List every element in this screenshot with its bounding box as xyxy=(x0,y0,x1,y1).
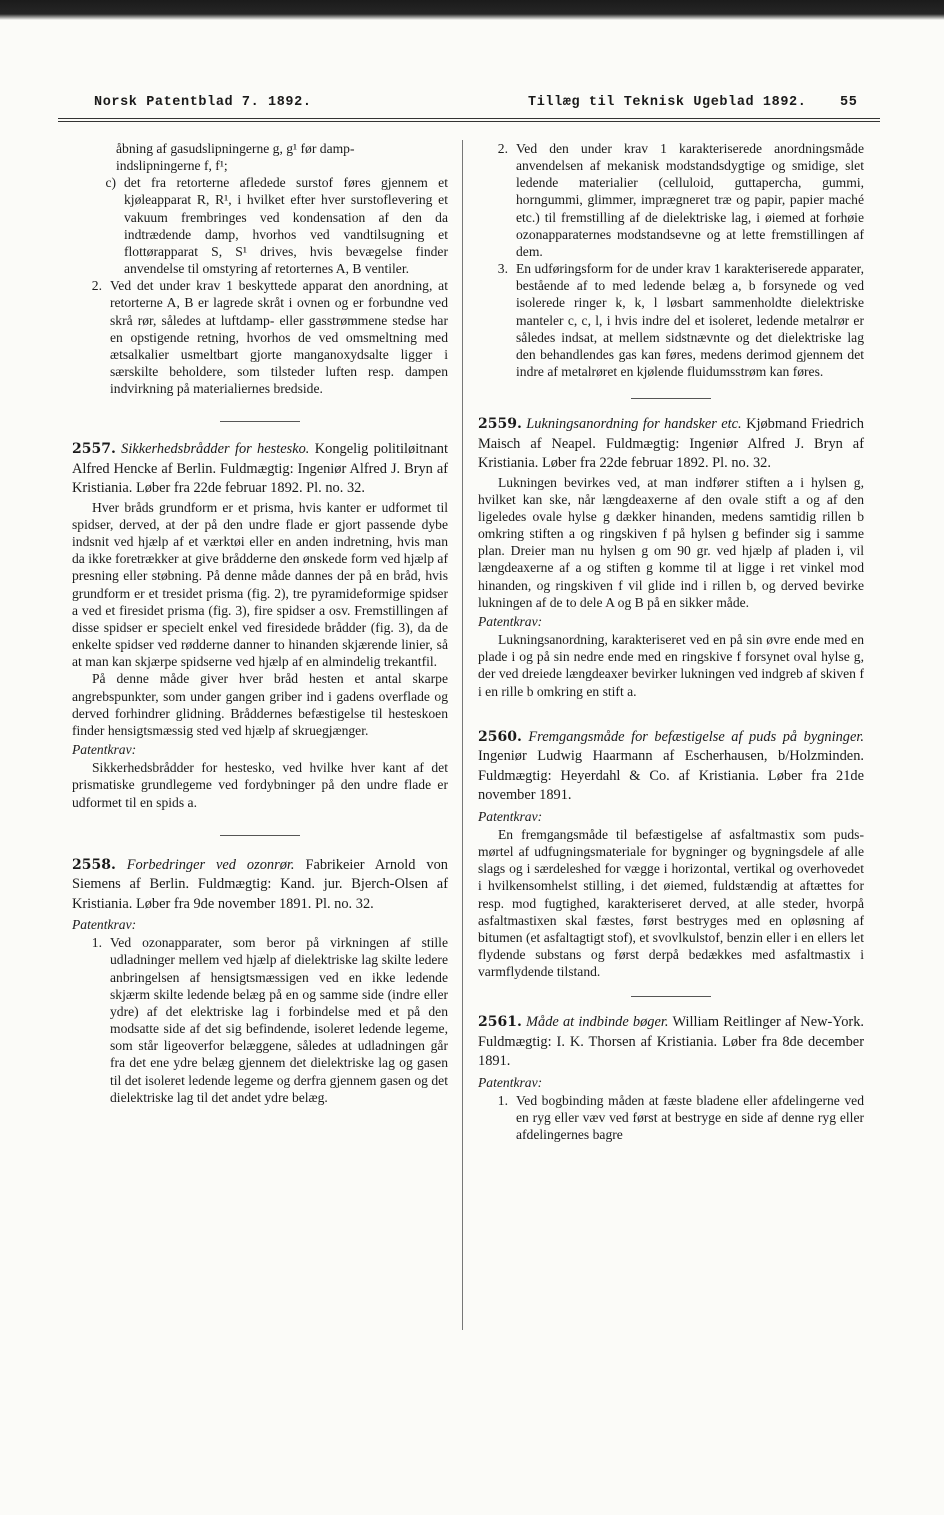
entry-heading xyxy=(72,856,448,915)
claim-text: Ved den under krav 1 karakteriserede anordningsmåde anvendelsen af mekanisk modstandsdygtige og smidige, slet ledende materialier (celluloid, guttapercha, gummi, horngummi, glimmer, imprægneret træ og papir, papier maché etc.) til fremstilling af de dielektriske lag, i øiemed at forhøie ozonapparaternes modstandsevne og at lette fremstillingen af dem. xyxy=(516,141,864,259)
patent-entry-2557 xyxy=(72,440,448,810)
claim-text: Ved bogbinding måden at fæste bladene eller afdelingerne ved en ryg eller væv ved først at bestryge en side af denne ryg eller afdelingernes bagre xyxy=(516,1092,864,1143)
patentkrav-label: Patentkrav: xyxy=(478,808,543,824)
entry-description: Lukningen bevirkes ved, at man indfører stiften a i hylsen g, hvilket kan ske, når længdeaxerne af den ovale stift a og af den ligeledes ovale hylse g dækker hinanden, medens samtidig rillen b omkring stiften a og ringskiven f på hylsen g befinder sig i samme plan. Dreier man nu hylsen g om 90 gr. ved hjælp af pladen i, vil længdeaxerne af a og stiften g komme til at ligge i ret vinkel mod hinanden, og ringskiven f vil glide ind i rillen b, og derved bevirke lukningen af de to dele A og B på en sikker måde. xyxy=(478,474,864,610)
entry-number: 2560. xyxy=(478,728,522,745)
entry-separator xyxy=(631,398,711,399)
entry-number: 2558. xyxy=(72,856,116,873)
patent-claim: En fremgangsmåde til befæstigelse af asfaltmastix som puds-mørtel af udfugningsmateriale for bygninger og bygningsdele af alle slags og i særdeleshed for vægge i horizontal, vertikal og overhovedet i hvilkensomhelst stilling, i det øiemed, fuldstændig at aftættes for resp. mod fugtighed, karakteriseret derved, at alle steder, hvorpå asfaltmastixen skal fæstes, først bestryges med en opløsning af bitumen (et asfaltagtigt stof), et svovlkulstof, benzin eller i en ellers let flydende substans og først derpå bedækkes med asfaltmastix i varmflydende tilstand. xyxy=(478,826,864,980)
entry-title: Forbedringer ved ozonrør. xyxy=(126,856,295,873)
entry-heading xyxy=(72,440,448,499)
claim-text: Ved ozonapparater, som beror på virkningen af stille udladninger mellem ved hjælp af dielektriske lag skilte ledere anbringelsen af hensigtsmæssigen ved en ikke ledende skjærm skilte ledende belæg på en og samme side (indre eller ydre) af det elektriske lag i forbindelse med et på den modsatte side af det sig befindende, isoleret ledende legeme, som står ligeoverfor belæggene, således at udladningen går fra det ene ydre belæg gjennem det dielektriske lag og gasen til det isoleret ledende legeme og derfra gjennem gasen og det dielektriske lag til det andet ydre belæg. xyxy=(110,935,448,1105)
running-head-left: Norsk Patentblad 7. 1892. xyxy=(94,95,312,110)
patentkrav-label: Patentkrav: xyxy=(72,742,137,758)
patent-claim: Sikkerhedsbrådder for hestesko, ved hvilke hver kant af det prismatiske grundlegeme ved fordybninger på den undre flade er udformet til en spids a. xyxy=(72,760,448,810)
patentkrav-label: Patentkrav: xyxy=(478,613,543,629)
entry-number: 2559. xyxy=(478,416,522,433)
entry-applicant: William Reitlinger af New-York. Fuldmægtig: I. K. Thorsen af Kristiania. Løber fra 8de december 1891. xyxy=(478,1014,865,1070)
entry-title: Fremgangsmåde for befæstigelse af puds på bygninger. xyxy=(528,728,864,745)
claim-label: c) xyxy=(105,175,116,191)
header-rule-top xyxy=(58,118,880,119)
claim-item-c xyxy=(72,174,448,277)
running-head-center: Tillæg til Teknisk Ugeblad 1892. xyxy=(528,95,807,110)
entry-heading xyxy=(478,1013,864,1072)
entry-applicant: Kongelig politiløitnant Alfred Hencke af Berlin. Fuldmægtig: Ingeniør Alfred J. Bryn af Kristiania. Løber fra 22de februar 1892. Pl. no. 32. xyxy=(72,441,448,497)
continuation-line: indslipningerne f, f¹; xyxy=(116,158,228,174)
patent-entry-2561 xyxy=(478,1013,864,1143)
patentkrav-label: Patentkrav: xyxy=(478,1074,543,1090)
claim-item-2 xyxy=(478,140,864,260)
entry-title: Sikkerhedsbrådder for hestesko. xyxy=(121,441,310,458)
claim-text: det fra retorterne afledede surstof føres gjennem et kjøleapparat R, R¹, i hvilket efter hver surstoflevering et vakuum frembringes ved kondensation af den da indtrædende damp, hvorhos ved vandtilsugning et flottørapparat S, S¹ drives, hvis bevægelse finder anvendelse til omstyring af retorternes A, B ventiler. xyxy=(124,175,448,277)
entry-applicant: Ingeniør Ludwig Haarmann af Escherhausen, b/Holzminden. Fuldmægtig: Heyerdahl & Co. af Kristiania. Løber fra 21de november 1891. xyxy=(478,748,864,804)
claim-label: 1. xyxy=(497,1092,508,1108)
claim-label: 2. xyxy=(497,141,508,156)
page-number: 55 xyxy=(840,95,858,110)
entry-heading xyxy=(478,415,864,474)
patent-entry-2560 xyxy=(478,728,864,981)
left-column xyxy=(72,140,448,1106)
entry-gap xyxy=(478,700,864,728)
entry-description: På denne måde giver hver bråd hesten et antal skarpe angrebspunkter, som under gangen griber ind i gadens overflade og derved forhindrer glidning. Bråddernes befæstigelse til hesteskoen finder hensigtsmæssig sted ved hjælp af skruegjænger. xyxy=(72,671,448,738)
claim-item-2 xyxy=(72,277,448,397)
claim-label: 3. xyxy=(497,261,508,277)
entry-heading xyxy=(478,728,864,806)
patentkrav-label: Patentkrav: xyxy=(72,917,137,933)
entry-title: Lukningsanordning for handsker etc. xyxy=(526,416,742,433)
claim-item-1 xyxy=(72,934,448,1106)
entry-applicant: Fabrikeier Arnold von Siemens af Berlin. Fuldmægtig: Kand. jur. Bjerch-Olsen af Kristiania. Løber fra 9de november 1891. Pl. no. 32. xyxy=(72,856,448,912)
entry-description: Hver bråds grundform er et prisma, hvis kanter er udformet til spidser, derved, at der på den undre flade er gjort passende dybe indsnit ved hjælp af et værktøi eller en anden indretning, hvis man da ikke foretrækker at give brådderne den ønskede form ved hjælp af presning eller støbning. På denne måde dannes der på en bråd, hvis grundform er et tresidet prisma (fig. 2), tre pyramideformige spidser a ved et firesidet prisma (fig. 3), fire spidser a osv. Fremstillingen af disse spidser er specielt enkel ved firesidede brådder (fig. 3), da de enkelte spidser ved rødderne danner to hinanden skjærende linier, så at man kan skjærpe spidserne ved hjælp af en almindelig trekantfil. xyxy=(72,499,448,670)
patent-claim: Lukningsanordning, karakteriseret ved en på sin øvre ende med en plade i og på sin nedre ende med en ringskive f forsynet oval hylse g, der ved dreiede længdeaxer bevirker lukningen ved indgreb af skiven f i en rille b omkring en stift a. xyxy=(478,632,864,699)
header-rule-bottom xyxy=(58,121,880,122)
patent-entry-2558 xyxy=(72,856,448,1106)
entry-separator xyxy=(631,996,711,997)
right-column xyxy=(478,140,864,1143)
claim-text: En udføringsform for de under krav 1 karakteriserede apparater, bestående af to med ledende belæg a, b forsynede og ved isolerede ringer k, k, l løsbart sammenholdte dielektriske manteler c, c, l, i hvis indre del et isoleret, ledende metalrør er således indsat, at mellem sidstnævnte og det dielektriske lag den behandlendes gas kan føres, medens derimod gjennem det indre af metalrøret en kjølende fluidumsstrøm kan føres. xyxy=(516,261,864,380)
claim-item-3 xyxy=(478,260,864,380)
claim-text: Ved det under krav 1 beskyttede apparat den anordning, at retorterne A, B er lagrede skråt i ovnen og er forbundne ved skrå rør, således at luftdamp- eller gasstrømmene stedse har en opstigende retning, hvorhos de ved omsmeltning med ætsalkalier usmeltbart gjorte manganoxydsalte ligger i særskilte beholdere, som tilsteder luften resp. dampen indvirkning på materialiernes bredside. xyxy=(110,278,448,397)
entry-separator xyxy=(220,835,300,836)
continuation-lines xyxy=(72,140,448,174)
patent-entry-2559 xyxy=(478,415,864,700)
scan-top-edge xyxy=(0,0,944,20)
entry-applicant: Kjøbmand Friedrich Maisch af Neapel. Fuldmægtig: Ingeniør Alfred J. Bryn af Kristiania. Løber fra 22de februar 1892. Pl. no. 32. xyxy=(478,416,864,472)
entry-number: 2557. xyxy=(72,441,116,458)
entry-number: 2561. xyxy=(478,1014,522,1031)
continuation-line: åbning af gasudslipningerne g, g¹ før damp- xyxy=(116,141,355,156)
column-divider xyxy=(462,140,463,1330)
claim-label: 1. xyxy=(91,935,102,951)
claim-label: 2. xyxy=(91,278,102,294)
entry-separator xyxy=(220,421,300,422)
entry-title: Måde at indbinde bøger. xyxy=(526,1014,669,1031)
claim-item-1 xyxy=(478,1092,864,1143)
